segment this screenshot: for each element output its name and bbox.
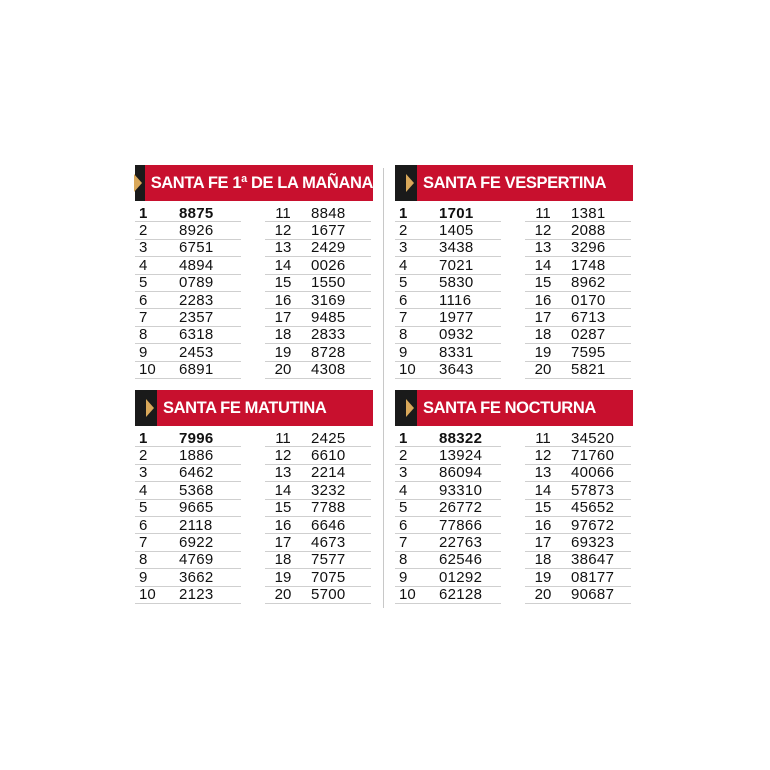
table-row <box>525 569 631 586</box>
table-row <box>395 205 501 222</box>
drawn-number: 62546 <box>439 551 483 569</box>
drawn-number: 01292 <box>439 568 483 586</box>
drawn-number: 8728 <box>311 343 346 361</box>
drawn-number: 3169 <box>311 291 346 309</box>
drawn-number: 6318 <box>179 326 214 344</box>
table-row <box>265 275 371 292</box>
table-row <box>135 447 241 464</box>
drawn-number: 4308 <box>311 361 346 379</box>
position-number: 3 <box>139 239 148 257</box>
drawn-number: 6646 <box>311 516 346 534</box>
table-row <box>265 240 371 257</box>
table-row <box>525 344 631 361</box>
drawn-number: 2453 <box>179 343 214 361</box>
position-number: 1 <box>399 429 408 447</box>
table-row <box>135 362 241 379</box>
panel-santa-fe-matutina <box>135 390 373 604</box>
drawn-number: 1886 <box>179 447 214 465</box>
drawn-number: 13924 <box>439 447 483 465</box>
position-number: 2 <box>399 447 408 465</box>
drawn-number: 0789 <box>179 274 214 292</box>
position-number: 9 <box>399 343 408 361</box>
drawn-number: 86094 <box>439 464 483 482</box>
drawn-number: 1748 <box>571 256 606 274</box>
table-row <box>265 222 371 239</box>
panel-santa-fe-1a-de-la-manana <box>135 165 373 379</box>
position-number: 3 <box>399 239 408 257</box>
table-row <box>135 222 241 239</box>
position-number: 8 <box>139 551 148 569</box>
position-number: 5 <box>399 274 408 292</box>
position-number: 4 <box>399 481 408 499</box>
position-number: 7 <box>139 309 148 327</box>
drawn-number: 57873 <box>571 481 615 499</box>
position-number: 16 <box>274 516 292 534</box>
drawn-number: 1116 <box>439 291 472 309</box>
table-row <box>395 275 501 292</box>
drawn-number: 7577 <box>311 551 346 569</box>
table-row <box>525 500 631 517</box>
drawn-number: 62128 <box>439 586 483 604</box>
position-number: 14 <box>274 481 292 499</box>
position-number: 17 <box>274 309 292 327</box>
table-row <box>395 587 501 604</box>
table-row <box>135 257 241 274</box>
position-number: 16 <box>534 516 552 534</box>
vertical-divider <box>383 168 384 608</box>
drawn-number: 1701 <box>439 204 474 222</box>
chevron-right-icon <box>395 390 417 426</box>
table-row <box>135 240 241 257</box>
table-row <box>135 500 241 517</box>
table-row <box>135 292 241 309</box>
panel-santa-fe-vespertina <box>395 165 633 379</box>
drawn-number: 2088 <box>571 222 606 240</box>
position-number: 14 <box>534 481 552 499</box>
table-row <box>525 257 631 274</box>
drawn-number: 2283 <box>179 291 214 309</box>
position-number: 20 <box>534 586 552 604</box>
results-table <box>395 205 633 379</box>
title-bar <box>417 165 633 201</box>
title-bar <box>157 390 373 426</box>
left-column <box>135 430 241 604</box>
table-row <box>395 569 501 586</box>
position-number: 6 <box>399 516 408 534</box>
position-number: 6 <box>399 291 408 309</box>
drawn-number: 1550 <box>311 274 346 292</box>
panel-header <box>395 390 633 426</box>
table-row <box>265 257 371 274</box>
position-number: 17 <box>534 309 552 327</box>
drawn-number: 6891 <box>179 361 214 379</box>
table-row <box>525 240 631 257</box>
position-number: 1 <box>399 204 408 222</box>
table-row <box>395 344 501 361</box>
table-row <box>395 222 501 239</box>
position-number: 4 <box>399 256 408 274</box>
drawn-number: 2123 <box>179 586 214 604</box>
position-number: 8 <box>399 551 408 569</box>
table-row <box>265 292 371 309</box>
drawn-number: 97672 <box>571 516 615 534</box>
drawn-number: 1405 <box>439 222 474 240</box>
drawn-number: 9665 <box>179 499 214 517</box>
drawn-number: 3438 <box>439 239 474 257</box>
position-number: 10 <box>399 361 416 379</box>
position-number: 16 <box>274 291 292 309</box>
position-number: 5 <box>399 499 408 517</box>
table-row <box>395 309 501 326</box>
table-row <box>525 430 631 447</box>
table-row <box>265 430 371 447</box>
table-row <box>395 292 501 309</box>
drawn-number: 8848 <box>311 204 346 222</box>
position-number: 10 <box>399 586 416 604</box>
panel-header <box>135 165 373 201</box>
table-row <box>135 517 241 534</box>
drawn-number: 8331 <box>439 343 474 361</box>
table-row <box>135 482 241 499</box>
drawn-number: 22763 <box>439 534 483 552</box>
drawn-number: 69323 <box>571 534 615 552</box>
position-number: 6 <box>139 516 148 534</box>
table-row <box>395 447 501 464</box>
position-number: 1 <box>139 204 148 222</box>
position-number: 5 <box>139 274 148 292</box>
drawn-number: 71760 <box>571 447 615 465</box>
panel-santa-fe-nocturna <box>395 390 633 604</box>
drawn-number: 2429 <box>311 239 346 257</box>
drawn-number: 6462 <box>179 464 214 482</box>
chevron-right-icon <box>395 165 417 201</box>
position-number: 6 <box>139 291 148 309</box>
position-number: 17 <box>534 534 552 552</box>
table-row <box>525 222 631 239</box>
position-number: 7 <box>399 309 408 327</box>
drawn-number: 5700 <box>311 586 346 604</box>
table-row <box>265 517 371 534</box>
title-bar <box>145 165 373 201</box>
position-number: 18 <box>534 551 552 569</box>
table-row <box>395 517 501 534</box>
drawn-number: 1677 <box>311 222 346 240</box>
table-row <box>265 205 371 222</box>
table-row <box>135 430 241 447</box>
position-number: 15 <box>534 274 552 292</box>
position-number: 4 <box>139 256 148 274</box>
drawn-number: 8875 <box>179 204 214 222</box>
panel-header <box>395 165 633 201</box>
position-number: 12 <box>534 447 552 465</box>
right-column <box>265 205 371 379</box>
table-row <box>525 327 631 344</box>
title-bar <box>417 390 633 426</box>
table-row <box>525 482 631 499</box>
position-number: 19 <box>534 343 552 361</box>
table-row <box>265 534 371 551</box>
table-row <box>395 362 501 379</box>
table-row <box>265 447 371 464</box>
position-number: 14 <box>274 256 292 274</box>
chevron-right-icon <box>135 390 157 426</box>
panel-title: SANTA FE MATUTINA <box>163 398 327 417</box>
position-number: 18 <box>274 326 292 344</box>
table-row <box>525 292 631 309</box>
position-number: 19 <box>274 343 292 361</box>
position-number: 10 <box>139 361 156 379</box>
position-number: 15 <box>274 274 292 292</box>
drawn-number: 6713 <box>571 309 606 327</box>
drawn-number: 3232 <box>311 481 346 499</box>
results-table <box>135 430 373 604</box>
position-number: 11 <box>275 204 291 222</box>
position-number: 7 <box>139 534 148 552</box>
drawn-number: 1381 <box>571 204 606 222</box>
table-row <box>525 534 631 551</box>
position-number: 5 <box>139 499 148 517</box>
panel-header <box>135 390 373 426</box>
table-row <box>135 275 241 292</box>
position-number: 20 <box>274 361 292 379</box>
panel-title: SANTA FE VESPERTINA <box>423 173 607 192</box>
drawn-number: 7996 <box>179 429 214 447</box>
table-row <box>135 465 241 482</box>
position-number: 19 <box>274 568 292 586</box>
drawn-number: 4769 <box>179 551 214 569</box>
table-row <box>525 362 631 379</box>
drawn-number: 40066 <box>571 464 615 482</box>
position-number: 20 <box>534 361 552 379</box>
table-row <box>265 552 371 569</box>
right-column <box>525 205 631 379</box>
table-row <box>525 205 631 222</box>
position-number: 18 <box>534 326 552 344</box>
drawn-number: 7595 <box>571 343 606 361</box>
drawn-number: 6922 <box>179 534 214 552</box>
drawn-number: 0170 <box>571 291 606 309</box>
table-row <box>265 587 371 604</box>
position-number: 13 <box>534 464 552 482</box>
position-number: 4 <box>139 481 148 499</box>
position-number: 9 <box>399 568 408 586</box>
position-number: 3 <box>139 464 148 482</box>
position-number: 2 <box>399 222 408 240</box>
drawn-number: 6610 <box>311 447 346 465</box>
drawn-number: 90687 <box>571 586 615 604</box>
position-number: 9 <box>139 343 148 361</box>
drawn-number: 2425 <box>311 429 346 447</box>
table-row <box>395 430 501 447</box>
table-row <box>525 309 631 326</box>
right-column <box>265 430 371 604</box>
drawn-number: 2357 <box>179 309 214 327</box>
position-number: 13 <box>534 239 552 257</box>
drawn-number: 5821 <box>571 361 606 379</box>
position-number: 18 <box>274 551 292 569</box>
chevron-right-icon <box>135 165 145 201</box>
table-row <box>135 587 241 604</box>
position-number: 16 <box>534 291 552 309</box>
left-column <box>135 205 241 379</box>
drawn-number: 7788 <box>311 499 346 517</box>
table-row <box>525 447 631 464</box>
drawn-number: 1977 <box>439 309 474 327</box>
drawn-number: 34520 <box>571 429 615 447</box>
position-number: 9 <box>139 568 148 586</box>
table-row <box>265 309 371 326</box>
table-row <box>265 482 371 499</box>
drawn-number: 88322 <box>439 429 483 447</box>
table-row <box>265 327 371 344</box>
left-column <box>395 430 501 604</box>
table-row <box>525 275 631 292</box>
position-number: 2 <box>139 222 148 240</box>
drawn-number: 4673 <box>311 534 346 552</box>
table-row <box>525 465 631 482</box>
panel-title: SANTA FE 1ª DE LA MAÑANA <box>150 173 373 192</box>
table-row <box>525 517 631 534</box>
drawn-number: 7075 <box>311 568 346 586</box>
left-column <box>395 205 501 379</box>
position-number: 8 <box>139 326 148 344</box>
table-row <box>265 500 371 517</box>
table-row <box>135 569 241 586</box>
table-row <box>265 362 371 379</box>
table-row <box>395 534 501 551</box>
position-number: 11 <box>535 204 551 222</box>
drawn-number: 38647 <box>571 551 615 569</box>
drawn-number: 08177 <box>571 568 615 586</box>
drawn-number: 26772 <box>439 499 483 517</box>
position-number: 19 <box>534 568 552 586</box>
table-row <box>395 257 501 274</box>
table-row <box>395 500 501 517</box>
right-column <box>525 430 631 604</box>
table-row <box>135 309 241 326</box>
position-number: 12 <box>534 222 552 240</box>
table-row <box>265 344 371 361</box>
drawn-number: 9485 <box>311 309 346 327</box>
position-number: 15 <box>274 499 292 517</box>
drawn-number: 3643 <box>439 361 474 379</box>
results-table <box>135 205 373 379</box>
position-number: 13 <box>274 239 292 257</box>
position-number: 12 <box>274 447 292 465</box>
table-row <box>525 587 631 604</box>
table-row <box>265 569 371 586</box>
table-row <box>265 465 371 482</box>
table-row <box>395 240 501 257</box>
position-number: 2 <box>139 447 148 465</box>
position-number: 8 <box>399 326 408 344</box>
drawn-number: 7021 <box>439 256 474 274</box>
drawn-number: 5368 <box>179 481 214 499</box>
position-number: 17 <box>274 534 292 552</box>
drawn-number: 5830 <box>439 274 474 292</box>
drawn-number: 0932 <box>439 326 474 344</box>
drawn-number: 8962 <box>571 274 606 292</box>
drawn-number: 45652 <box>571 499 615 517</box>
drawn-number: 3296 <box>571 239 606 257</box>
results-table <box>395 430 633 604</box>
table-row <box>135 552 241 569</box>
table-row <box>525 552 631 569</box>
position-number: 10 <box>139 586 156 604</box>
position-number: 7 <box>399 534 408 552</box>
table-row <box>395 465 501 482</box>
position-number: 3 <box>399 464 408 482</box>
drawn-number: 6751 <box>179 239 214 257</box>
position-number: 15 <box>534 499 552 517</box>
drawn-number: 2833 <box>311 326 346 344</box>
table-row <box>135 205 241 222</box>
position-number: 14 <box>534 256 552 274</box>
table-row <box>395 552 501 569</box>
position-number: 11 <box>535 429 551 447</box>
drawn-number: 2214 <box>311 464 346 482</box>
drawn-number: 8926 <box>179 222 214 240</box>
position-number: 11 <box>275 429 291 447</box>
table-row <box>135 344 241 361</box>
drawn-number: 4894 <box>179 256 214 274</box>
table-row <box>135 327 241 344</box>
table-row <box>395 327 501 344</box>
table-row <box>135 534 241 551</box>
position-number: 13 <box>274 464 292 482</box>
drawn-number: 0287 <box>571 326 606 344</box>
position-number: 20 <box>274 586 292 604</box>
drawn-number: 3662 <box>179 568 214 586</box>
drawn-number: 2118 <box>179 516 213 534</box>
position-number: 12 <box>274 222 292 240</box>
drawn-number: 0026 <box>311 256 346 274</box>
position-number: 1 <box>139 429 148 447</box>
drawn-number: 77866 <box>439 516 483 534</box>
table-row <box>395 482 501 499</box>
panel-title: SANTA FE NOCTURNA <box>423 398 596 417</box>
drawn-number: 93310 <box>439 481 483 499</box>
